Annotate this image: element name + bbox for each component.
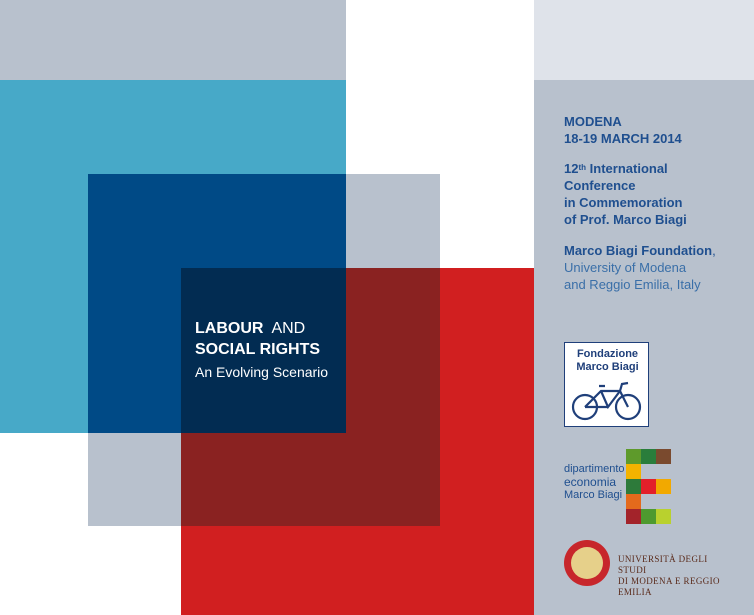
edition-suffix: th (578, 163, 587, 172)
title-word-labour: LABOUR (195, 320, 264, 337)
uni-text-line-2: DI MODENA E REGGIO EMILIA (618, 576, 720, 597)
fondazione-logo-line-2: Marco Biagi (576, 361, 639, 373)
grid-cell (641, 509, 656, 524)
university-line-1: University of Modena (564, 260, 687, 275)
title-word-and: AND (271, 320, 306, 337)
fondazione-marco-biagi-logo (564, 342, 649, 427)
event-location-date (564, 113, 682, 147)
dept-line-1: dipartimento (564, 463, 625, 475)
organisers (564, 242, 716, 293)
dept-color-grid-icon (626, 449, 671, 524)
conf-line-2: Conference (564, 178, 636, 193)
conf-line-1 (564, 160, 687, 177)
grid-cell (656, 449, 671, 464)
gray-block-top (0, 0, 346, 80)
university-line-2: and Reggio Emilia, Italy (564, 277, 701, 292)
event-dates: 18-19 MARCH 2014 (564, 131, 682, 146)
grid-cell (656, 479, 671, 494)
conference-description (564, 160, 687, 228)
title-line-2: SOCIAL RIGHTS (195, 341, 321, 358)
red-block-right (440, 268, 534, 615)
conf-line-4: of Prof. Marco Biagi (564, 212, 687, 227)
red-block-bottom (181, 526, 440, 615)
university-logo-text (618, 554, 734, 598)
grid-cell (641, 479, 656, 494)
fondazione-logo-line-1: Fondazione (576, 348, 639, 360)
org-line-1 (564, 242, 716, 259)
dipartimento-economia-logo (564, 463, 625, 502)
dept-line-2: economia (564, 475, 617, 489)
navy-block-left (88, 268, 181, 433)
conference-title (195, 318, 328, 383)
uni-text-line-1: UNIVERSITÀ DEGLI STUDI (618, 554, 708, 575)
university-seal-icon (564, 540, 610, 586)
grid-cell (626, 494, 641, 509)
event-city: MODENA (564, 114, 622, 129)
conf-line-3: in Commemoration (564, 195, 683, 210)
panel-top-block (534, 0, 754, 80)
gray-block-middle (346, 174, 440, 268)
foundation-comma: , (712, 243, 716, 258)
grid-cell (656, 509, 671, 524)
edition-text: International (589, 161, 668, 176)
navy-block (88, 174, 346, 268)
dark-red-block-bottom (181, 433, 346, 526)
dark-red-block (346, 268, 440, 526)
title-subtitle: An Evolving Scenario (195, 364, 329, 380)
grid-cell (626, 464, 641, 479)
grid-cell (641, 449, 656, 464)
gray-block-bottom-left (88, 433, 181, 526)
bicycle-icon (568, 377, 645, 423)
dept-line-3: Marco Biagi (564, 489, 623, 501)
grid-cell (626, 479, 641, 494)
edition-number: 12 (564, 161, 579, 176)
university-logo (564, 540, 734, 597)
foundation-name: Marco Biagi Foundation (564, 243, 713, 258)
grid-cell (626, 509, 641, 524)
grid-cell (626, 449, 641, 464)
title-line-1 (195, 318, 328, 339)
